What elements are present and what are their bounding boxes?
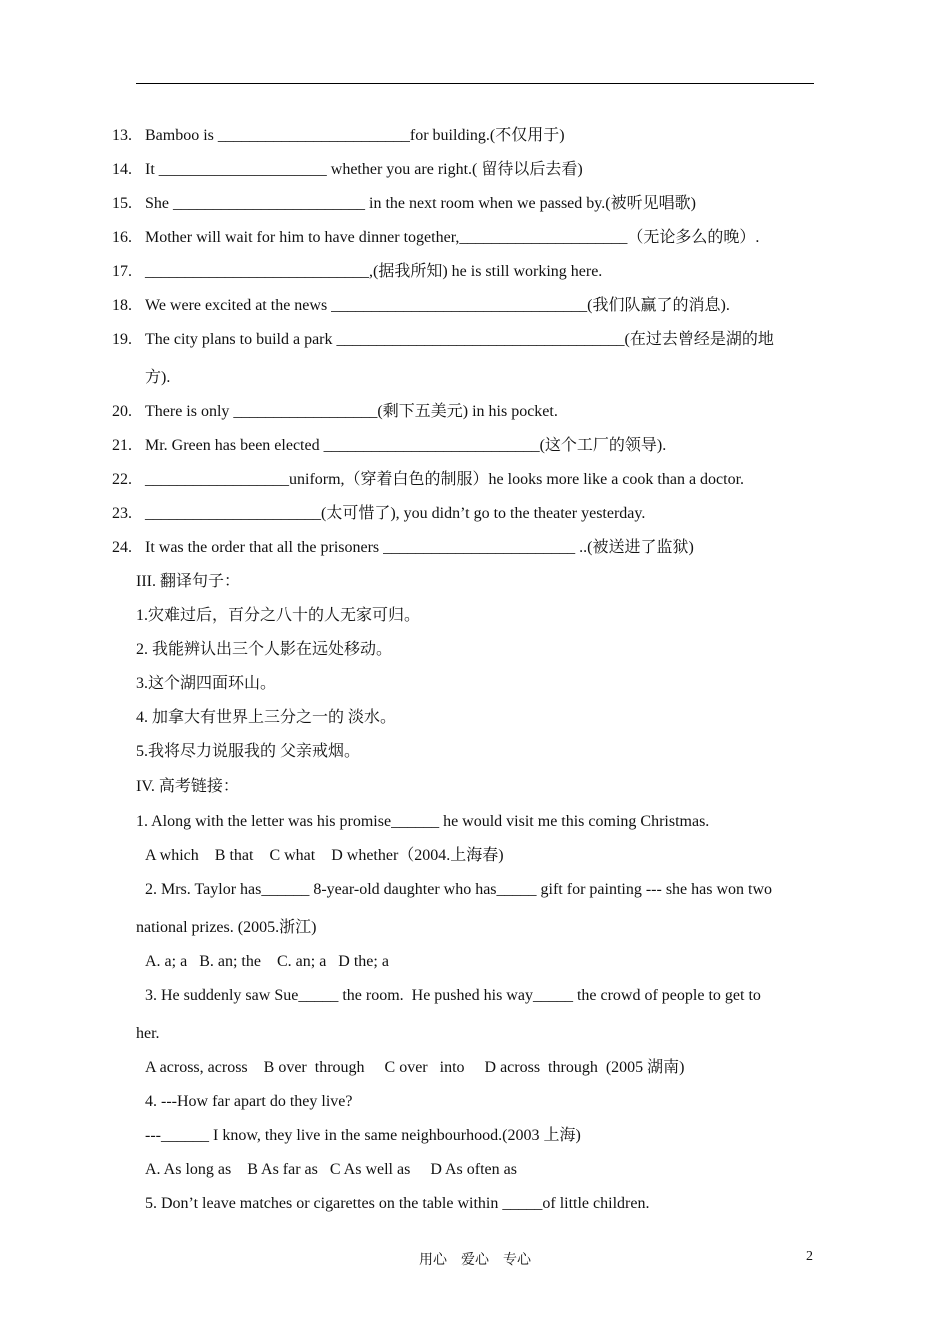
item-text: We were excited at the news ________________________________(我们队赢了的消息). (145, 297, 730, 314)
question-3-options: A across, across B over through C over into D across through (2005 湖南) (145, 1059, 685, 1076)
question-4-reply: ---______ I know, they live in the same neighbourhood.(2003 上海) (145, 1127, 581, 1144)
item-text: It _____________________ whether you are right.( 留待以后去看) (145, 161, 583, 178)
item-number: 22. (112, 471, 132, 488)
item-number: 20. (112, 403, 132, 420)
item-text: Mother will wait for him to have dinner together,_____________________（无论多么的晚）. (145, 229, 760, 246)
footer-slogan: 用心 爱心 专心 (419, 1253, 531, 1268)
question-2-options: A. a; a B. an; the C. an; a D the; a (145, 953, 389, 970)
item-text: Mr. Green has been elected ___________________________(这个工厂的领导). (145, 437, 667, 454)
item-text: __________________uniform,（穿着白色的制服）he looks more like a cook than a doctor. (145, 471, 745, 488)
item-text: It was the order that all the prisoners ________________________ ..(被送进了监狱) (145, 539, 694, 556)
item-number: 24. (112, 539, 132, 556)
item-text: She ________________________ in the next room when we passed by.(被听见唱歌) (145, 195, 696, 212)
question-4-options: A. As long as B As far as C As well as D As often as (145, 1161, 517, 1178)
item-number: 17. (112, 263, 132, 280)
translation-line-3: 3.这个湖四面环山。 (136, 675, 277, 692)
item-number: 16. (112, 229, 132, 246)
translation-line-2: 2. 我能辨认出三个人影在远处移动。 (136, 641, 393, 658)
translation-line-4: 4. 加拿大有世界上三分之一的 淡水。 (136, 709, 397, 726)
question-2: 2. Mrs. Taylor has______ 8-year-old daughter who has_____ gift for painting --- she has won two (145, 881, 773, 898)
page-number: 2 (806, 1249, 813, 1264)
item-text: ______________________(太可惜了), you didn’t go to the theater yesterday. (145, 505, 646, 522)
translation-line-5: 5.我将尽力说服我的 父亲戒烟。 (136, 743, 361, 760)
question-1-options: A which B that C what D whether（2004.上海春) (145, 847, 504, 864)
item-text: The city plans to build a park ____________________________________(在过去曾经是湖的地 (145, 331, 774, 348)
question-4: 4. ---How far apart do they live? (145, 1093, 353, 1110)
translation-line-1: 1.灾难过后，百分之八十的人无家可归。 (136, 607, 421, 624)
section-3-heading: III. 翻译句子： (136, 573, 240, 590)
item-number: 14. (112, 161, 132, 178)
question-2-continuation: national prizes. (2005.浙江) (136, 919, 317, 936)
item-number: 15. (112, 195, 132, 212)
item-number: 21. (112, 437, 132, 454)
question-3: 3. He suddenly saw Sue_____ the room. He pushed his way_____ the crowd of people to get to (145, 987, 761, 1004)
item-text-continuation: 方). (145, 369, 171, 386)
item-number: 13. (112, 127, 132, 144)
item-number: 19. (112, 331, 132, 348)
item-number: 23. (112, 505, 132, 522)
item-text: Bamboo is ________________________for building.(不仅用于) (145, 127, 565, 144)
question-5: 5. Don’t leave matches or cigarettes on the table within _____of little children. (145, 1195, 650, 1212)
item-number: 18. (112, 297, 132, 314)
question-1: 1. Along with the letter was his promise______ he would visit me this coming Christmas. (136, 813, 710, 830)
item-text: There is only __________________(剩下五美元) in his pocket. (145, 403, 558, 420)
item-text: ____________________________,(据我所知) he is still working here. (145, 263, 603, 280)
section-4-heading: IV. 高考链接： (136, 778, 239, 795)
header-rule (136, 83, 814, 84)
question-3-continuation: her. (136, 1025, 160, 1042)
